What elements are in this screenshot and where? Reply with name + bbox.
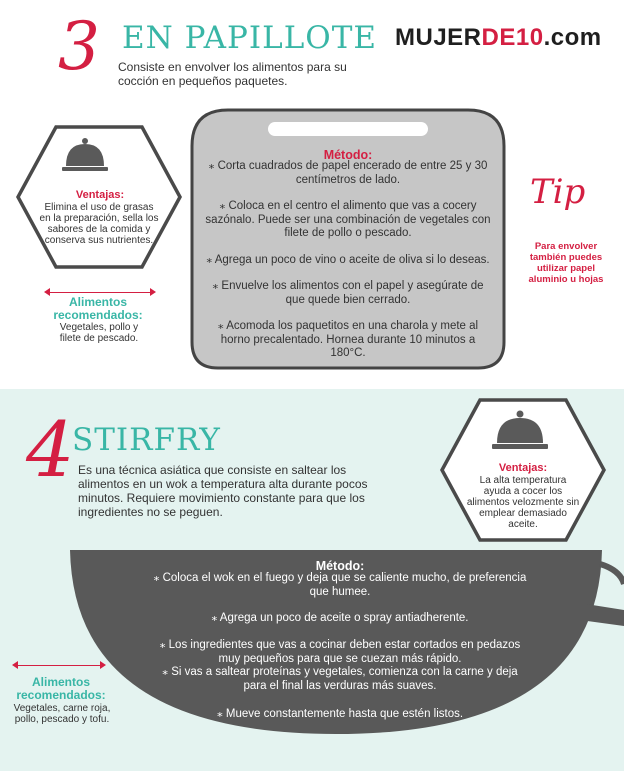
asterisk-bullet-icon: ⁎ (159, 639, 169, 651)
metodo4-step-4: ⁎ Si vas a saltear proteínas y vegetales, comienza con la carne y deja para el final las verduras más suaves. (162, 666, 518, 692)
metodo-step-3: ⁎ Agrega un poco de vino o aceite de oliva si lo deseas. (206, 254, 490, 266)
asterisk-bullet-icon: ⁎ (153, 572, 163, 584)
asterisk-bullet-icon: ⁎ (162, 666, 172, 678)
tip-text: Para envolver también puedes utilizar papel aluminio u hojas (528, 241, 604, 285)
metodo-title-4: Método: (315, 559, 365, 573)
metodo-step-4: ⁎ Envuelve los alimentos con el papel y asegúrate de que quede bien cerrado. (212, 280, 484, 306)
section-title-stirfry: STIRFRY (72, 422, 221, 458)
asterisk-bullet-icon: ⁎ (219, 200, 229, 212)
ventajas-text: Elimina el uso de grasas en la preparación, sella los sabores de la comida y conserva sus nutrientes. (39, 202, 159, 246)
tip-title: Tip (530, 172, 586, 212)
metodo-step-5: ⁎ Acomoda los paquetitos en una charola y mete al horno precalentado. Hornea durante 10 minutos a 180°C. (217, 320, 479, 359)
metodo4-step-1: ⁎ Coloca el wok en el fuego y deja que se caliente mucho, de preferencia que humee. (153, 572, 527, 598)
ventajas-title: Ventajas: (75, 189, 125, 201)
section4-intro: Es una técnica asiática que consiste en saltear los alimentos en un wok a temperatura alta durante pocos minutos. Requiere movimiento constante para que los ingredientes no se peguen. (78, 463, 368, 519)
asterisk-bullet-icon: ⁎ (212, 280, 222, 292)
asterisk-bullet-icon: ⁎ (216, 708, 226, 720)
logo-part-com: .com (543, 24, 602, 51)
logo-part-de10: DE10 (481, 24, 544, 51)
cloche-icon (490, 408, 550, 456)
asterisk-bullet-icon: ⁎ (206, 254, 215, 266)
asterisk-bullet-icon: ⁎ (208, 160, 218, 172)
recomendados-title: Alimentos recomendados: (53, 295, 143, 322)
section3-intro: Consiste en envolver los alimentos para su cocción en pequeños paquetes. (118, 60, 347, 88)
ventajas-title-4: Ventajas: (498, 462, 548, 474)
asterisk-bullet-icon: ⁎ (211, 612, 220, 624)
metodo-step-2: ⁎ Coloca en el centro el alimento que vas a cocery sazónalo. Puede ser una combinación de vegetales con filete de pollo o pescado. (205, 200, 491, 239)
cloche-icon (60, 136, 110, 178)
asterisk-bullet-icon: ⁎ (217, 320, 227, 332)
metodo4-step-2: ⁎ Agrega un poco de aceite o spray antiadherente. (211, 612, 469, 624)
section-title-en-papillote: EN PAPILLOTE (122, 20, 378, 56)
metodo-title: Método: (323, 148, 373, 162)
recomendados-text: Vegetales, pollo y filete de pescado. (59, 322, 139, 344)
brand-logo (395, 24, 602, 52)
metodo-step-1: ⁎ Corta cuadrados de papel encerado de entre 25 y 30 centímetros de lado. (208, 160, 488, 186)
section-number-3: 3 (58, 8, 100, 85)
metodo4-step-3: ⁎ Los ingredientes que vas a cocinar deben estar cortados en pedazos muy pequeños para que se cuezan más rápido. (159, 639, 521, 665)
ventajas-text-4: La alta temperatura ayuda a cocer los alimentos velozmente sin emplear demasiado aceite. (466, 475, 580, 530)
metodo4-step-5: ⁎ Mueve constantemente hasta que estén listos. (216, 708, 464, 720)
section-number-4: 4 (26, 405, 75, 494)
logo-part-mujer: MUJER (395, 24, 482, 51)
recomendados-title-4: Alimentos recomendados: (16, 675, 106, 702)
recomendados-text-4: Vegetales, carne roja, pollo, pescado y tofu. (13, 703, 111, 725)
